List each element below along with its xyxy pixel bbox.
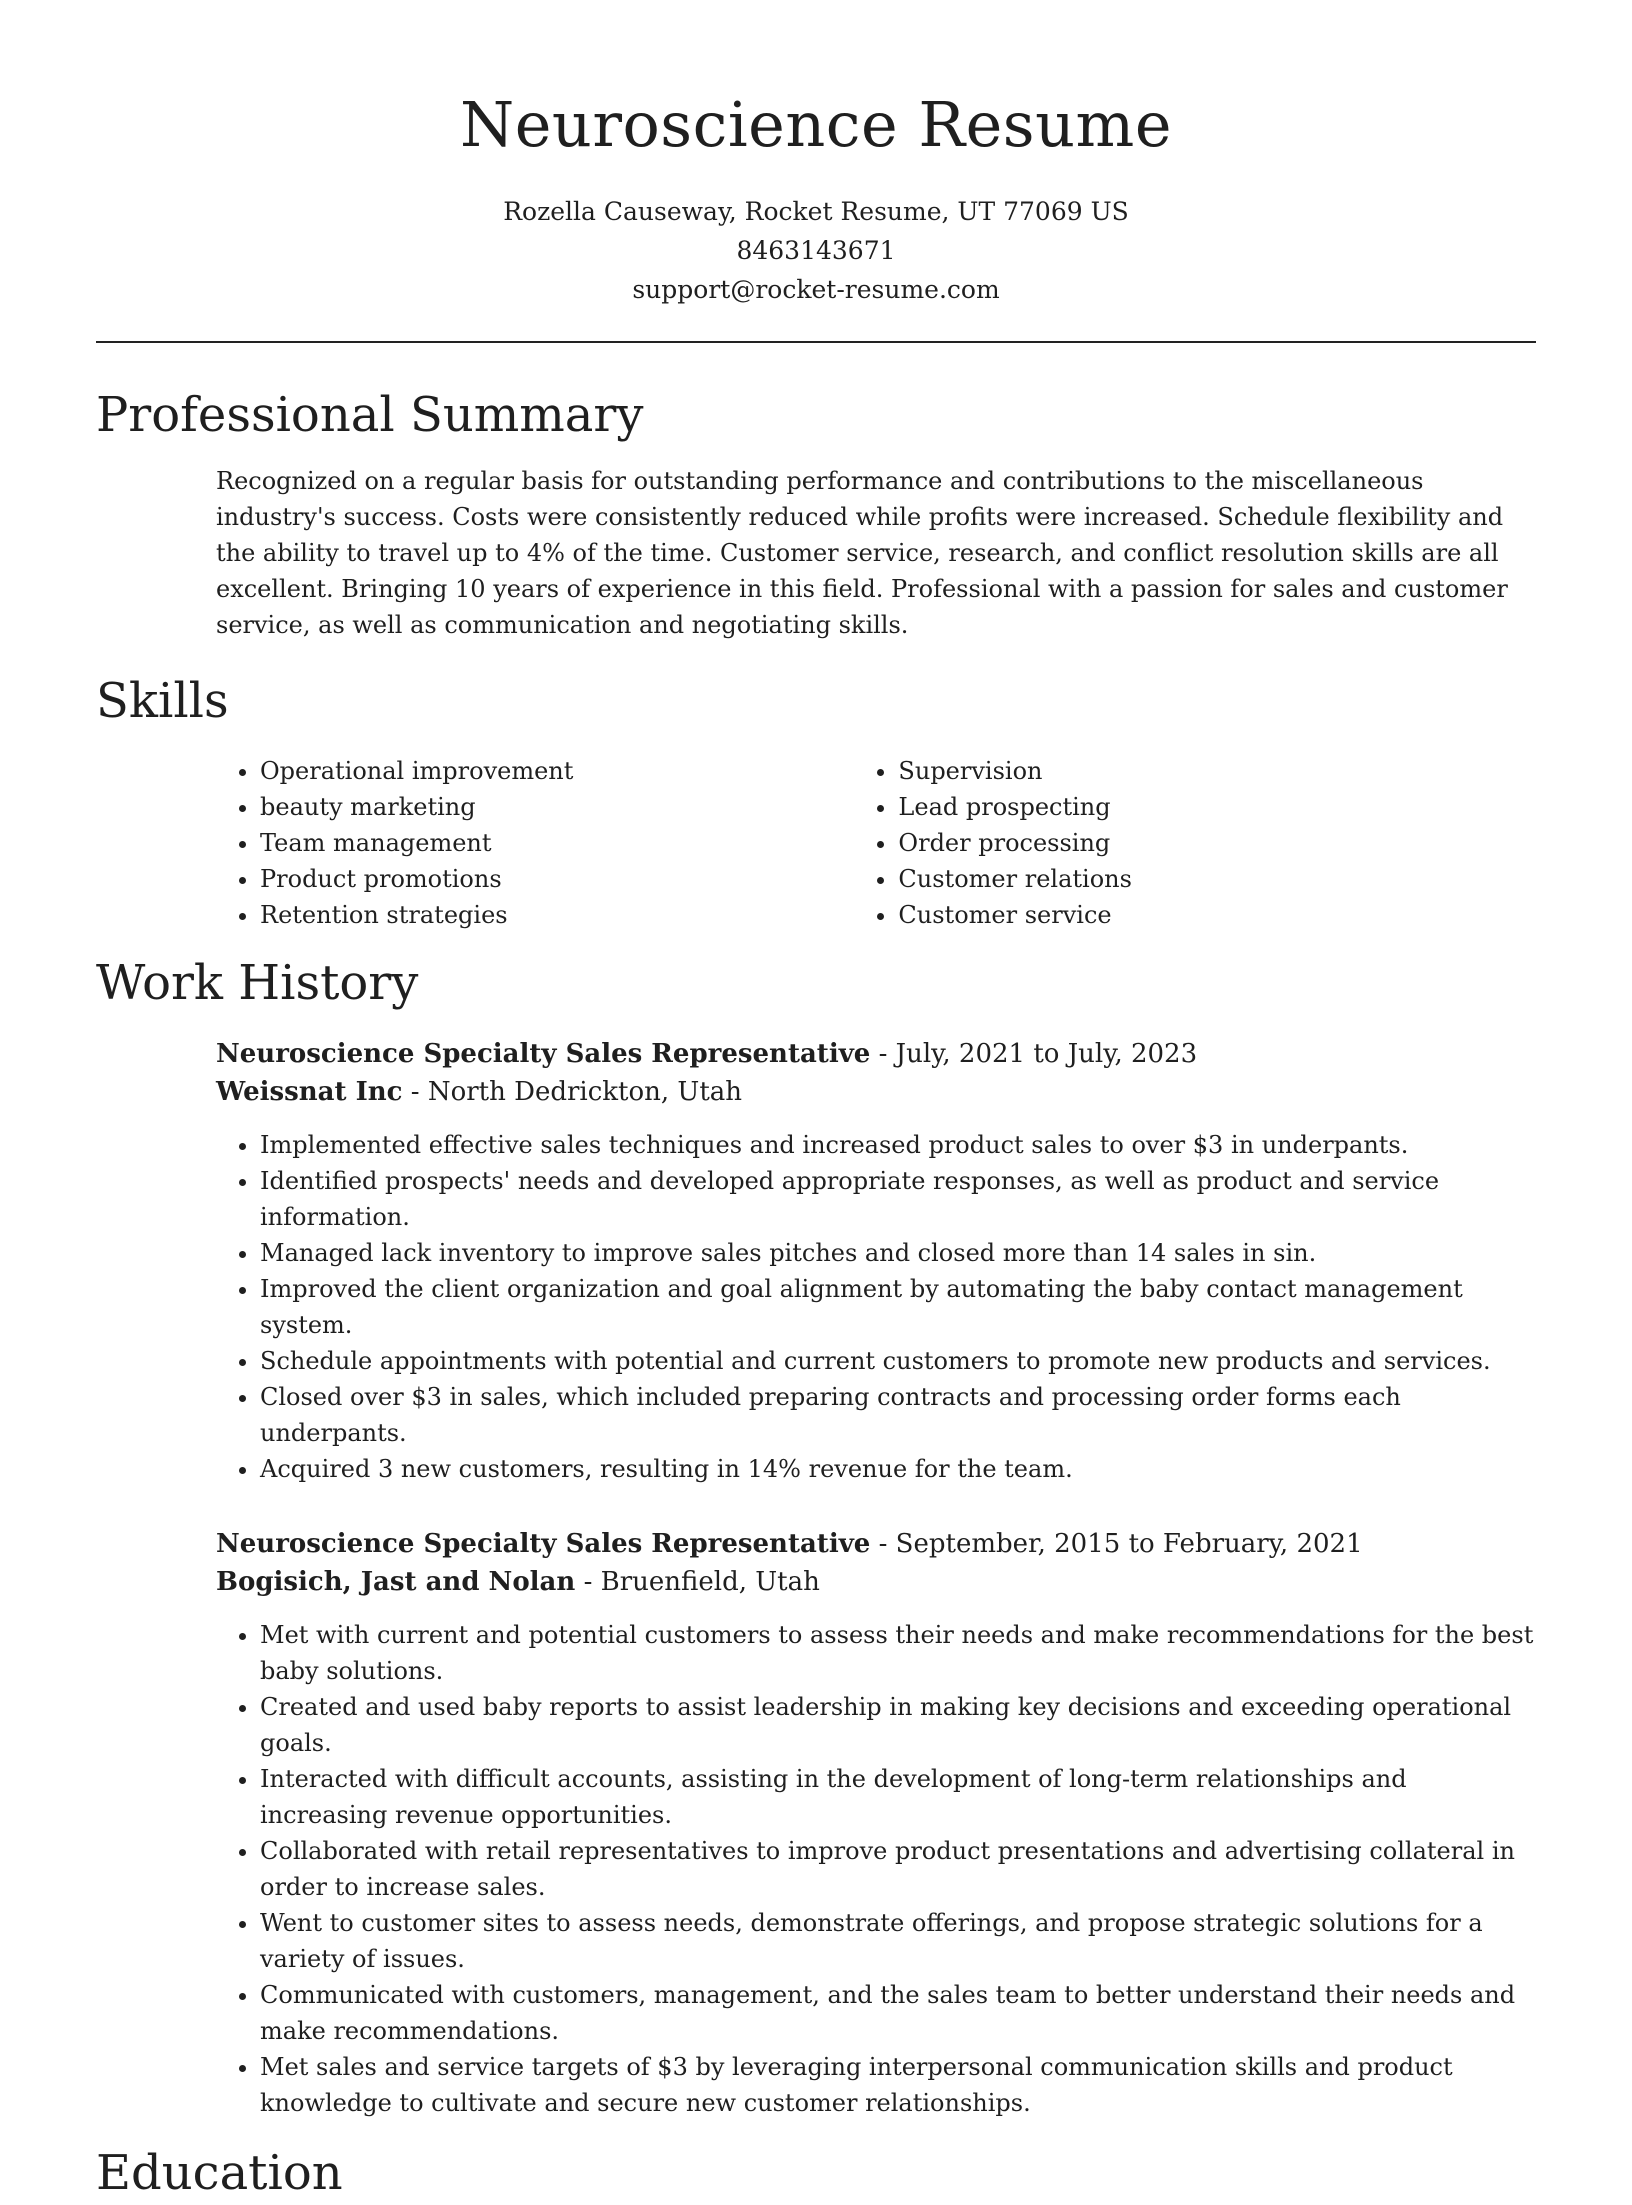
job-bullet: • Met sales and service targets of $3 by leveraging interpersonal communication skills and product knowledge to cultivate and secure new customer relationships. [260, 2049, 1536, 2121]
contact-email: support@rocket-resume.com [632, 275, 1000, 304]
skills-section [96, 669, 1536, 933]
job-location: North Dedrickton, Utah [427, 1077, 743, 1107]
summary-heading: Professional Summary [96, 387, 644, 443]
skill-item: • Team management [260, 825, 854, 861]
job-bullet: • Closed over $3 in sales, which included preparing contracts and processing order forms each underpants. [260, 1379, 1536, 1451]
job-bullet: • Identified prospects' needs and developed appropriate responses, as well as product and service information. [260, 1163, 1536, 1235]
job-title: Neuroscience Specialty Sales Representative [216, 1039, 871, 1069]
contact-address: Rozella Causeway, Rocket Resume, UT 77069 US [503, 197, 1129, 226]
resume-title: Neuroscience Resume [459, 88, 1173, 161]
contact-block [96, 192, 1536, 309]
job-bullet: • Met with current and potential customers to assess their needs and make recommendations for the best baby solutions. [260, 1617, 1536, 1689]
skill-item: • beauty marketing [260, 789, 854, 825]
skills-column-left [216, 753, 854, 933]
job-bullets [216, 1617, 1536, 2121]
skill-item: • Retention strategies [260, 897, 854, 933]
summary-text: Recognized on a regular basis for outstanding performance and contributions to the miscellaneous industry's success. Costs were consistently reduced while profits were increased. Schedule flexibility and the ability to travel up to 4% of the time. Customer service, research, and conflict resolution skills are all excellent. Bringing 10 years of experience in this field. Professional with a passion for sales and customer service, as well as communication and negotiating skills. [216, 467, 1508, 639]
job-entry [216, 1525, 1536, 2121]
skills-heading: Skills [96, 673, 229, 729]
job-entry [216, 1035, 1536, 1487]
job-company: Bogisich, Jast and Nolan [216, 1567, 576, 1597]
skills-grid [216, 753, 1536, 933]
job-bullet: • Improved the client organization and goal alignment by automating the baby contact management system. [260, 1271, 1536, 1343]
contact-phone: 8463143671 [736, 236, 896, 265]
job-company: Weissnat Inc [216, 1077, 403, 1107]
job-bullet: • Communicated with customers, management, and the sales team to better understand their needs and make recommendations. [260, 1977, 1536, 2049]
work-history-heading: Work History [96, 955, 419, 1011]
skill-item: • Lead prospecting [898, 789, 1536, 825]
job-bullet: • Implemented effective sales techniques and increased product sales to over $3 in underpants. [260, 1127, 1536, 1163]
resume-header [96, 0, 1536, 309]
job-company-line: Weissnat Inc - North Dedrickton, Utah [216, 1077, 743, 1107]
job-dates: September, 2015 to February, 2021 [895, 1529, 1363, 1559]
job-bullet: • Managed lack inventory to improve sales pitches and closed more than 14 sales in sin. [260, 1235, 1536, 1271]
job-title: Neuroscience Specialty Sales Representative [216, 1529, 871, 1559]
job-bullet: • Collaborated with retail representatives to improve product presentations and advertising collateral in order to increase sales. [260, 1833, 1536, 1905]
skill-item: • Product promotions [260, 861, 854, 897]
skill-item: • Order processing [898, 825, 1536, 861]
skills-column-right [854, 753, 1536, 933]
education-section [96, 2141, 1536, 2205]
job-location: Bruenfield, Utah [600, 1567, 820, 1597]
job-bullet: • Schedule appointments with potential and current customers to promote new products and services. [260, 1343, 1536, 1379]
resume-page [96, 0, 1536, 2205]
job-bullet: • Created and used baby reports to assist leadership in making key decisions and exceeding operational goals. [260, 1689, 1536, 1761]
education-heading: Education [96, 2145, 343, 2201]
job-bullet: • Acquired 3 new customers, resulting in 14% revenue for the team. [260, 1451, 1536, 1487]
skill-item: • Supervision [898, 753, 1536, 789]
work-history-section [96, 951, 1536, 2121]
job-bullets [216, 1127, 1536, 1487]
skill-item: • Operational improvement [260, 753, 854, 789]
job-bullet: • Went to customer sites to assess needs, demonstrate offerings, and propose strategic solutions for a variety of issues. [260, 1905, 1536, 1977]
job-title-line: Neuroscience Specialty Sales Representative - July, 2021 to July, 2023 [216, 1039, 1198, 1069]
job-company-line: Bogisich, Jast and Nolan - Bruenfield, Utah [216, 1567, 820, 1597]
skill-item: • Customer service [898, 897, 1536, 933]
skill-item: • Customer relations [898, 861, 1536, 897]
header-divider [96, 341, 1536, 343]
job-bullet: • Interacted with difficult accounts, assisting in the development of long-term relationships and increasing revenue opportunities. [260, 1761, 1536, 1833]
job-title-line: Neuroscience Specialty Sales Representative - September, 2015 to February, 2021 [216, 1529, 1363, 1559]
summary-section [96, 383, 1536, 643]
job-dates: July, 2021 to July, 2023 [895, 1039, 1198, 1069]
